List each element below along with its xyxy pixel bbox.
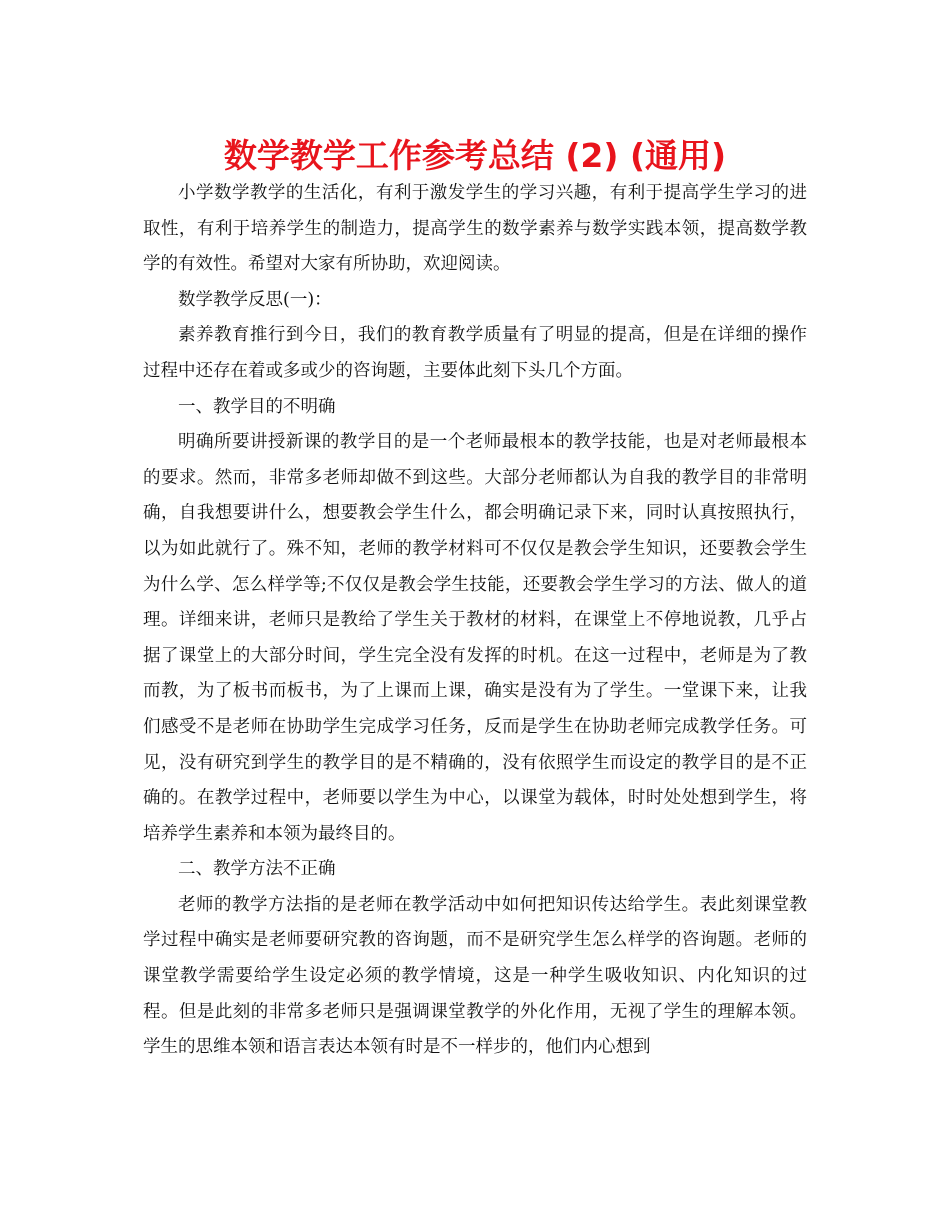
paragraph-2: 明确所要讲授新课的教学目的是一个老师最根本的教学技能，也是对老师最根本的要求。然而，非常多老师却做不到这些。大部分老师都认为自我的教学目的非常明确，自我想要讲什么，想要教会学生什么，都会明确记录下来，同时认真按照执行，以为如此就行了。殊不知，老师的教学材料可不仅仅是教会学生知识，还要教会学生为什么学、怎么样学等;不仅仅是教会学生技能，还要教会学生学习的方法、做人的道理。详细来讲，老师只是教给了学生关于教材的材料，在课堂上不停地说教，几乎占据了课堂上的大部分时间，学生完全没有发挥的时机。在这一过程中，老师是为了教而教，为了板书而板书，为了上课而上课，确实是没有为了学生。一堂课下来，让我们感受不是老师在协助学生完成学习任务，反而是学生在协助老师完成教学任务。可见，没有研究到学生的教学目的是不精确的，没有依照学生而设定的教学目的是不正确的。在教学过程中，老师要以学生为中心，以课堂为载体，时时处处想到学生，将培养学生素养和本领为最终目的。 bbox=[143, 432, 807, 844]
document-body bbox=[143, 176, 807, 1066]
heading-2: 二、教学方法不正确 bbox=[178, 859, 336, 880]
section-heading: 数学教学反思(一)： bbox=[178, 289, 332, 310]
heading-1: 一、教学目的不明确 bbox=[178, 396, 336, 417]
document-title: 数学教学工作参考总结 (2) (通用) bbox=[223, 136, 727, 175]
paragraph-3: 老师的教学方法指的是老师在教学活动中如何把知识传达给学生。表此刻课堂教学过程中确实是老师要研究教的咨询题，而不是研究学生怎么样学的咨询题。老师的课堂教学需要给学生设定必须的教学情境，这是一种学生吸收知识、内化知识的过程。但是此刻的非常多老师只是强调课堂教学的外化作用，无视了学生的理解本领。学生的思维本领和语言表达本领有时是不一样步的，他们内心想到 bbox=[143, 894, 807, 1058]
paragraph-1: 素养教育推行到今日，我们的教育教学质量有了明显的提高，但是在详细的操作过程中还存在着或多或少的咨询题，主要体此刻下头几个方面。 bbox=[143, 325, 807, 381]
intro-paragraph: 小学数学教学的生活化，有利于激发学生的学习兴趣，有利于提高学生学习的进取性，有利于培养学生的制造力，提高学生的数学素养与数学实践本领，提高数学教学的有效性。希望对大家有所协助，欢迎阅读。 bbox=[143, 183, 807, 275]
